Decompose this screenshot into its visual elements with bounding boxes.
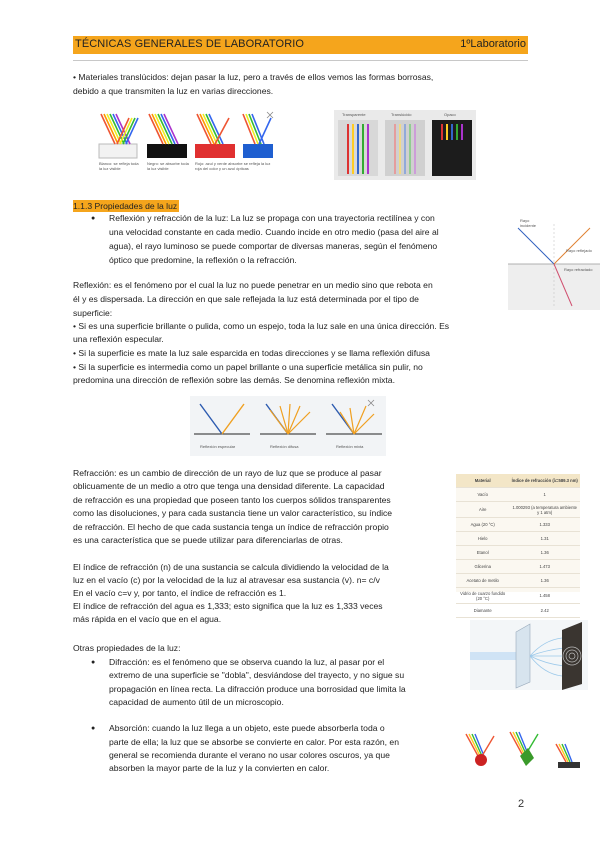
table-cell: 1.36	[509, 574, 580, 588]
table-row	[456, 502, 580, 518]
table-cell: Vacío	[456, 488, 509, 502]
refraccion-line-6: es una característica que se puede utilizar para diferenciarlas de otras.	[73, 535, 343, 545]
otras-title: Otras propiedades de la luz:	[73, 643, 181, 653]
table-cell: 2.42	[509, 604, 580, 618]
header-title: TÉCNICAS GENERALES DE LABORATORIO	[75, 38, 305, 50]
table-header-material: Material	[456, 474, 509, 488]
absorcion-line-3: general se recomienda durante el verano no usar colores oscuros, ya que	[109, 750, 390, 760]
absorption-figure	[462, 728, 582, 774]
table-cell: Vidrio de cuarzo fundido (20 °C)	[456, 588, 509, 604]
indice-line-3: En el vacío c=v y, por tanto, el índice de refracción es 1.	[73, 588, 287, 598]
table-row	[456, 532, 580, 546]
table-cell: 1.31	[509, 532, 580, 546]
table-row	[456, 560, 580, 574]
header-divider	[73, 60, 528, 61]
indice-line-2: luz en el vacío (c) por la velocidad de la luz al atravesar esa sustancia (v). n= c/v	[73, 575, 380, 585]
diffraction-figure	[470, 620, 588, 690]
caption-white: Blanco: se refleja toda la luz visible	[99, 161, 139, 171]
table-cell: Glicerina	[456, 560, 509, 574]
table-cell: Hielo	[456, 532, 509, 546]
refraccion-line-5: de refracción. El hecho de que cada sustancia tenga un índice de refracción propio	[73, 522, 389, 532]
difraccion-line-4: capacidad de aumento útil de un microscopio.	[109, 697, 284, 707]
reflexion-line-1: Reflexión: es el fenómeno por el cual la luz no puede penetrar en un medio sino que rebota en	[73, 280, 433, 290]
table-row	[456, 588, 580, 604]
refraccion-line-1: Refracción: es un cambio de dirección de un rayo de luz que se produce al pasar	[73, 468, 382, 478]
table-row	[456, 574, 580, 588]
reflexion-line-8: predomina una dirección de reflexión sobre las demás. Se denomina reflexión mixta.	[73, 375, 395, 385]
reflection-types-figure	[190, 396, 386, 456]
label-refracted: Rayo refractado	[564, 267, 593, 272]
label-incident: Rayo incidente	[520, 218, 537, 228]
reflexion-line-6: • Si la superficie es mate la luz sale esparcida en todas direcciones y se llama reflexión difusa	[73, 348, 430, 358]
materials-color-figure	[95, 108, 275, 184]
photo-label-transparent: Transparente	[342, 112, 366, 117]
indice-line-1: El índice de refracción (n) de una sustancia se calcula dividiendo la velocidad de la	[73, 562, 389, 572]
label-specular: Reflexión especular	[200, 444, 236, 449]
table-cell: 1	[509, 488, 580, 502]
rr-line-1: Reflexión y refracción de la luz: La luz se propaga con una trayectoria rectilínea y con	[109, 213, 435, 223]
table-cell: Acetato de metilo	[456, 574, 509, 588]
reflexion-line-2: él y es dispersada. La dirección en que sale reflejada la luz está determinada por el tipo de	[73, 294, 419, 304]
refraccion-line-3: de refracción es una propiedad que poseen tanto los cuerpos sólidos transparentes	[73, 495, 391, 505]
rr-line-3: agua), el rayo luminoso se puede comportar de diversas maneras, según el fenómeno	[109, 241, 438, 251]
table-cell: 1.473	[509, 560, 580, 574]
rr-line-4: óptico que predomine, la reflexión o la refracción.	[109, 255, 297, 265]
difraccion-line-1: Difracción: es el fenómeno que se observa cuando la luz, al pasar por el	[109, 657, 385, 667]
photo-label-opaque: Opaco	[444, 112, 456, 117]
table-header-index: Índice de refracción (λ=589.3 nm)	[509, 474, 580, 488]
reflexion-line-3: superficie:	[73, 308, 113, 318]
table-cell: Agua (20 °C)	[456, 518, 509, 532]
page-header	[73, 36, 528, 54]
header-right: 1ºLaboratorio	[460, 38, 526, 50]
reflexion-line-5: una reflexión especular.	[73, 334, 164, 344]
refraccion-line-2: oblicuamente de un medio a otro que tenga una densidad diferente. La capacidad	[73, 481, 385, 491]
page-number: 2	[518, 798, 525, 810]
rr-line-2: una velocidad constante en cada medio. Cuando incide en otro medio (pasa del aire al	[109, 227, 439, 237]
absorcion-line-4: absorben la mayor parte de la luz y la convierten en calor.	[109, 763, 330, 773]
label-mixed: Reflexión mixta	[336, 444, 364, 449]
reflection-refraction-diagram	[508, 214, 600, 310]
label-reflected: Rayo reflejado	[566, 248, 592, 253]
reflexion-line-4: • Si es una superficie brillante o pulida, como un espejo, toda la luz sale en una única dirección. Es	[73, 321, 450, 331]
absorcion-line-1: Absorción: cuando la luz llega a un objeto, este puede absorberla toda o	[109, 723, 385, 733]
label-diffuse: Reflexión difusa	[270, 444, 299, 449]
caption-black: Negro: se absorbe toda la luz visible	[147, 161, 189, 171]
difraccion-line-3: propagación en línea recta. La difracción produce una borrosidad que limita la	[109, 684, 406, 694]
refraction-index-table	[456, 474, 580, 613]
intro-line-2: debido a que transmiten la luz en varias direcciones.	[73, 86, 274, 96]
table-row	[456, 518, 580, 532]
table-row	[456, 488, 580, 502]
materials-photo-figure	[334, 110, 476, 180]
indice-line-5: más rápida en el vacío que en el agua.	[73, 614, 222, 624]
table-cell: Diamante	[456, 604, 509, 618]
absorcion-line-2: parte de ella; la luz que se absorbe se convierte en calor. Por esta razón, en	[109, 737, 399, 747]
table-cell: Aire	[456, 502, 509, 518]
table-cell: 1.36	[509, 546, 580, 560]
table-cell: 1.000293 (a temperatura ambiente y 1 atm)	[509, 502, 580, 518]
caption-red: Rojo: azul y verde absorbe se refleja la luz roja del color y un azul ópticas	[195, 161, 271, 171]
table-cell: Etanol	[456, 546, 509, 560]
difraccion-line-2: extremo de una superficie se "dobla", desviándose del trayecto, y no sigue su	[109, 670, 405, 680]
indice-line-4: El índice de refracción del agua es 1,333; esto significa que la luz es 1,333 veces	[73, 601, 383, 611]
table-row	[456, 546, 580, 560]
table-cell: 1.333	[509, 518, 580, 532]
refraccion-line-4: como las disoluciones, y para cada sustancia tiene un valor característico, su índice	[73, 508, 393, 518]
reflexion-line-7: • Si la superficie es intermedia como un papel brillante o una superficie metálica sin pulir, no	[73, 362, 423, 372]
table-cell: 1.458	[509, 588, 580, 604]
section-title: 1.1.3 Propiedades de la luz	[73, 201, 178, 211]
table-row	[456, 604, 580, 618]
photo-label-translucent: Translúcido	[391, 112, 412, 117]
intro-line-1: • Materiales translúcidos: dejan pasar la luz, pero a través de ellos vemos las formas borrosas,	[73, 72, 434, 82]
